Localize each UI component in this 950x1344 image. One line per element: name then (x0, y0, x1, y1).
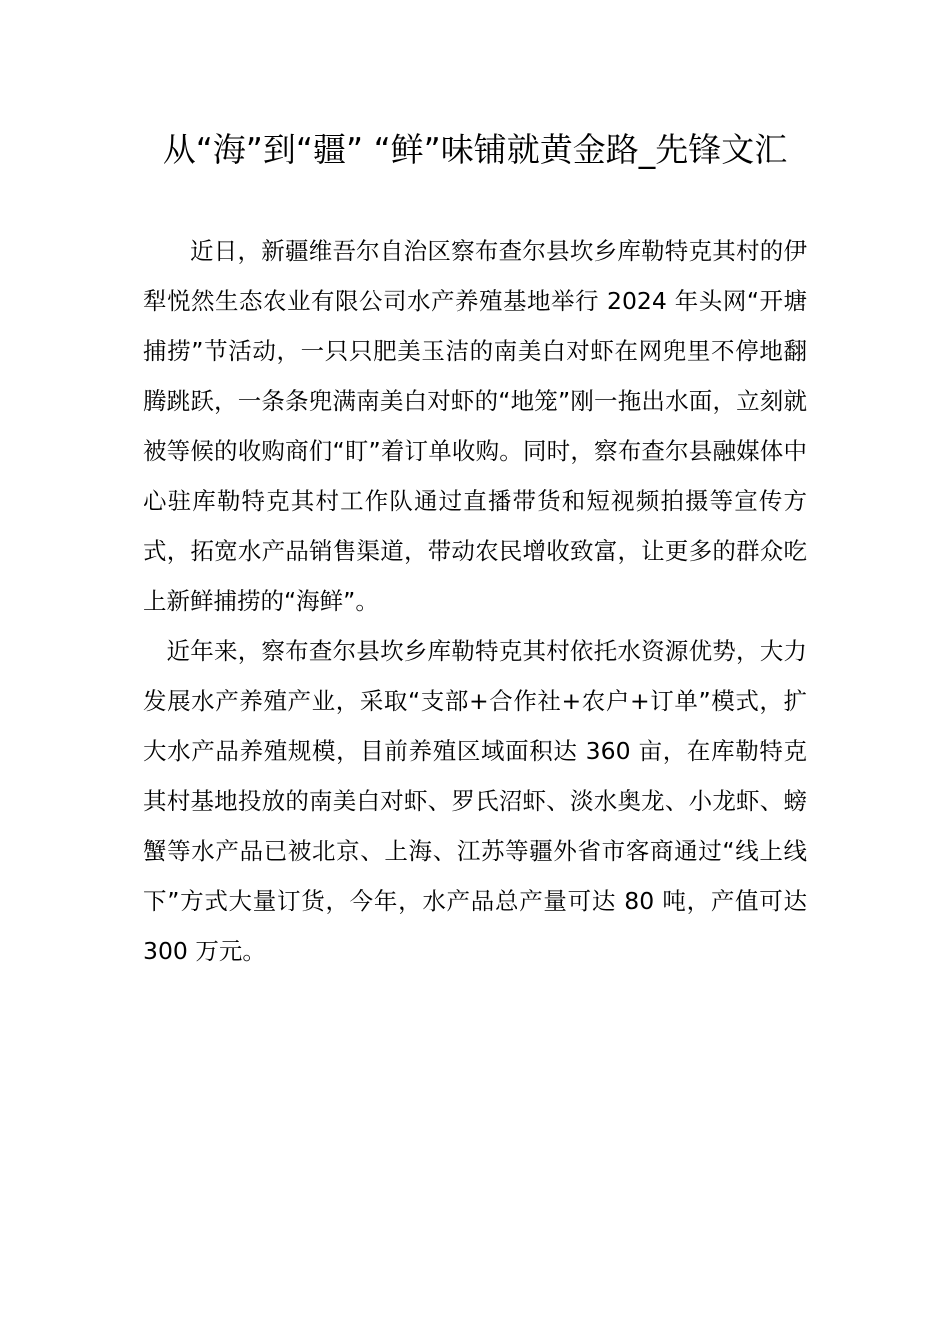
document-body (143, 226, 807, 976)
paragraph-1: 近日，新疆维吾尔自治区察布查尔县坎乡库勒特克其村的伊犁悦然生态农业有限公司水产养殖基地举行 2024 年头网“开塘捕捞”节活动，一只只肥美玉洁的南美白对虾在网兜里不停地翻腾跳跃，一条条兜满南美白对虾的“地笼”刚一拖出水面，立刻就被等候的收购商们“盯”着订单收购。同时，察布查尔县融媒体中心驻库勒特克其村工作队通过直播带货和短视频拍摄等宣传方式，拓宽水产品销售渠道，带动农民增收致富，让更多的群众吃上新鲜捕捞的“海鲜”。 (143, 237, 807, 615)
paragraph-2: 近年来，察布查尔县坎乡库勒特克其村依托水资源优势，大力发展水产养殖产业，采取“支部+合作社+农户+订单”模式，扩大水产品养殖规模，目前养殖区域面积达 360 亩，在库勒特克其村基地投放的南美白对虾、罗氏沼虾、淡水奥龙、小龙虾、螃蟹等水产品已被北京、上海、江苏等疆外省市客商通过“线上线下”方式大量订货，今年，水产品总产量可达 80 吨，产值可达 300 万元。 (143, 637, 807, 965)
document-title: 从“海”到“疆” “鲜”味铺就黄金路_先锋文汇 (162, 130, 788, 169)
